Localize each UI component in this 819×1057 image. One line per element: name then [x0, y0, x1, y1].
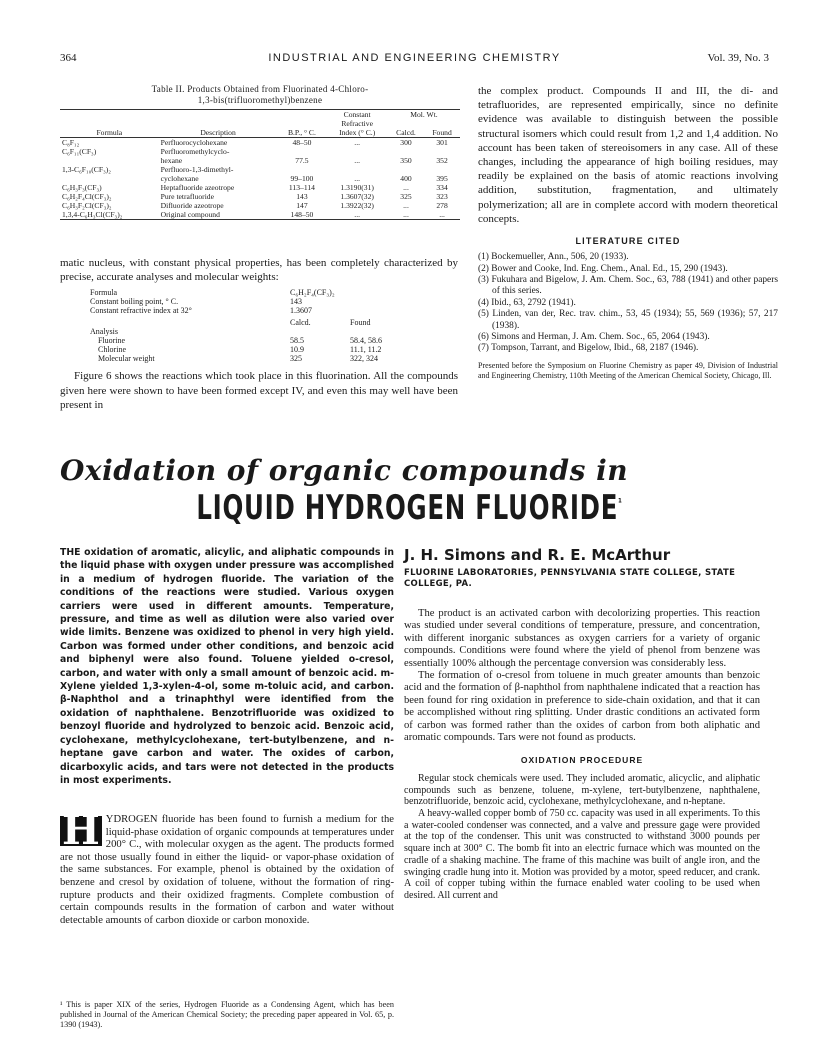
table-cell: C₆H₂F₄Cl(CF₃)₂	[62, 192, 112, 201]
running-header	[60, 52, 769, 68]
table-cell: Heptafluoride azeotrope	[160, 183, 235, 192]
table-cell: Perfluoro-1,3-dimethyl-	[160, 165, 234, 174]
table-row	[60, 147, 460, 156]
table-cell: cyclohexane	[160, 174, 199, 183]
reference-item: (6) Simons and Herman, J. Am. Chem. Soc., 65, 2064 (1943).	[478, 332, 710, 343]
analysis-intro: matic nucleus, with constant physical properties, has been completely characterized by precise, accurate analyses and molecular weights:	[60, 257, 458, 284]
table-cell: 113–114	[288, 183, 315, 192]
table-row	[60, 165, 460, 174]
table-cell: 334	[436, 183, 448, 192]
table-cell: C₆H₃F₃(CF₃)	[62, 183, 102, 192]
table-cell: Original compound	[160, 210, 220, 219]
table-cell: 143	[296, 192, 308, 201]
reference-item: (3) Fukuhara and Bigelow, J. Am. Chem. Soc., 63, 788 (1941) and other papers of this series.	[478, 275, 778, 297]
table-cell: ...	[403, 183, 409, 192]
analysis-grid: Formula C₆H₂F₄(CF₃)₂ Constant boiling point, ° C. 143 Constant refractive index at 32° 1.3607 Calcd. Found Analysis Fluorine 58.5 58.4, 58.6 Chlorine 10.9 11.1, 11.2 Molecular weight 325 322, 324	[90, 288, 382, 364]
body-paragraph: The product is an activated carbon with decolorizing properties. This reaction was studied under several conditions of temperature, pressure, and concentration, with different inorganic substances as oxygen carriers for a variety of organic compounds. Conditions were found where the yield of phenol from benzene was essentially 100% although the percentage conversion was considerably less.	[404, 608, 760, 669]
table-cell: 1.3922(32)	[340, 201, 374, 210]
table-row	[60, 138, 460, 148]
table-cell: 147	[296, 201, 308, 210]
reference-item: (7) Tompson, Tarrant, and Bigelow, Ibid., 68, 2187 (1946).	[478, 343, 699, 354]
reference-item: (4) Ibid., 63, 2792 (1941).	[478, 297, 576, 308]
table-cell: 278	[436, 201, 448, 210]
table-caption: Table II. Products Obtained from Fluorinated 4-Chloro- 1,3-bis(trifluoromethyl)benzene	[151, 84, 369, 105]
reference-item: (1) Bockemueller, Ann., 506, 20 (1933).	[478, 252, 629, 263]
intro-paragraph: YDROGEN fluoride has been found to furnish a medium for the liquid-phase oxidation of organic compounds at temperatures under 200° C., with molecular oxygen as the agent. The products formed are not those usually found in either the liquid- or vapor-phase oxidation of the same substances. For example, phenol is obtained by the oxidation of benzene and cresol by oxidation of toluene, without the formation of ring-rupture products and their oxidized fragments. Complete combustion of certain compounds results in the formation of carbon and water without detectable amounts of carbon dioxide or carbon monoxide.	[60, 814, 394, 926]
table-cell: hexane	[160, 156, 183, 165]
molwt-header: Mol. Wt.	[410, 110, 438, 119]
table-cell: 325	[400, 192, 412, 201]
table-row	[60, 156, 460, 165]
table-cell: 301	[436, 138, 448, 147]
table-ii	[60, 84, 460, 220]
table-cell: 48–50	[292, 138, 312, 147]
article-title: Oxidation of organic compounds in	[60, 454, 629, 487]
table-header-row: Constant Refractive Mol. Wt.	[60, 110, 460, 129]
volume-info: Vol. 39, No. 3	[707, 52, 769, 64]
table-cell: 400	[400, 174, 412, 183]
reference-item: (2) Bower and Cooke, Ind. Eng. Chem., Anal. Ed., 15, 290 (1943).	[478, 263, 728, 274]
table-cell: 99–100	[290, 174, 314, 183]
analysis-paragraph: Figure 6 shows the reactions which took place in this fluorination. All the compounds given here were shown to have been formed except IV, and even this may well have been present in	[60, 370, 458, 411]
footnote: ¹ This is paper XIX of the series, Hydrogen Fluoride as a Condensing Agent, which has been published in Journal of the American Chemical Society; the preceding paper appeared in Vol. 65, p. 1390 (1943).	[60, 1000, 394, 1029]
table-cell	[60, 174, 159, 183]
table-cell: 350	[400, 156, 412, 165]
table-cell: ...	[403, 201, 409, 210]
table-cell	[424, 165, 460, 174]
table-cell	[424, 147, 460, 156]
table-cell: Perfluoromethylcyclo-	[160, 147, 230, 156]
table-row	[60, 192, 460, 201]
reference-item: (5) Linden, van der, Rec. trav. chim., 53, 45 (1934); 55, 569 (1936); 57, 217 (1938).	[478, 309, 778, 331]
article-subtitle: LIQUID HYDROGEN $FLUORIDE^{^1}$	[196, 488, 623, 528]
table-cell	[277, 165, 326, 174]
reference-list	[478, 252, 778, 355]
section-heading: OXIDATION PROCEDURE	[520, 755, 644, 766]
table-cell: ...	[439, 210, 445, 219]
table-cell: C₈F₁₂	[62, 138, 80, 147]
table-cell	[277, 147, 326, 156]
table-cell: 1.3190(31)	[340, 183, 374, 192]
table-cell	[388, 147, 424, 156]
table-cell: 1.3607(32)	[340, 192, 374, 201]
table-row	[60, 201, 460, 210]
table-cell	[60, 156, 159, 165]
body-paragraph: Regular stock chemicals were used. They included aromatic, alicyclic, and aliphatic compounds such as benzene, toluene, m-xylene, tert-butylbenzene, naphthalene, benzotrifluoride, benzoic acid, cyclohexane, methylcyclohexane, and n-heptane.	[404, 772, 760, 808]
body-right-column	[404, 608, 760, 902]
table-row	[60, 174, 460, 183]
table-cell: 1,3-C₆F₁₀(CF₃)₂	[62, 165, 111, 174]
table-cell	[388, 165, 424, 174]
table-cell: ...	[403, 210, 409, 219]
page-number: 364	[60, 52, 77, 64]
table-header-row: Formula Description B.P., ° C. Index (° C.) Calcd. Found	[60, 128, 460, 138]
table-cell: Perfluorocyclohexane	[160, 138, 228, 147]
table-cell: 352	[436, 156, 448, 165]
table-cell: 1,3,4-C₆H₃Cl(CF₃)₂	[62, 210, 123, 219]
table-row	[60, 183, 460, 192]
table-cell: Difluoride azeotrope	[160, 201, 224, 210]
table-row	[60, 210, 460, 220]
table-cell: ...	[354, 174, 360, 183]
discussion-paragraph: the complex product. Compounds II and III, the di- and tetrafluorides, are represented empirically, since no definite evidence was available to distinguish between the possible structural isomers which could result from 1,2 and 1,4 addition. No account has been taken of stereoisomers in any case. All of these changes, including the appearance of high boiling residues, may readily be explained on the basis of atomic reactions involving addition, substitution, fragmentation, and ultimately polymerization; all are in complete accord with modern theoretical concepts.	[478, 85, 778, 225]
table-cell: ...	[354, 210, 360, 219]
authors: J. H. Simons and R. E. McArthur	[404, 546, 671, 564]
presented-note: Presented before the Symposium on Fluorine Chemistry as paper 49, Division of Industrial and Engineering Chemistry, 110th Meeting of the American Chemical Society, Chicago, Ill.	[478, 360, 778, 380]
table-cell	[326, 147, 388, 156]
table-cell: C₆F₁₁(CF₃)	[62, 147, 97, 156]
table-cell: 395	[436, 174, 448, 183]
table-cell: 77.5	[295, 156, 309, 165]
right-column-top	[478, 84, 778, 381]
table-cell: 300	[400, 138, 412, 147]
affiliation: FLUORINE LABORATORIES, PENNSYLVANIA STATE COLLEGE, STATE COLLEGE, PA.	[404, 568, 736, 589]
body-paragraph: The formation of o-cresol from toluene in much greater amounts than benzoic acid and the formation of β-naphthol from naphthalene indicated that a reaction has been found for ring oxidation in preference to side-chain oxidation, and that it can be accomplished without ring splitting. Under drastic conditions an activated form of carbon was formed rather than the oxides of carbon from both aliphatic and aromatic compounds. Tars were not found as products.	[404, 670, 760, 744]
abstract: THE oxidation of aromatic, alicylic, and aliphatic compounds in the liquid phase with oxygen under pressure was accomplished in a medium of hydrogen fluoride. The variation of the conditions of the reactions were studied. Various oxygen carriers were used in different amounts. Temperature, pressure, and time as well as dilution were also varied over wide limits. Benzene was oxidized to phenol in very high yield. Carbon was formed under other conditions, and benzoic acid and biphenyl were also found. Toluene yielded o-cresol, carbon, and water with only a small amount of benzoic acid. m-Xylene yielded 1,3-xylen-4-ol, some m-toluic acid, and carbon. β-Naphthol and a trinaphthyl were identified from the oxidation of naphthalene. Benzotrifluoride was oxidized to benzoyl fluoride and hydrolyzed to benzoic acid. Benzoic acid, cyclohexane, methylcyclohexane, tert-butylbenzene, and n-heptane gave carbon and water. The oxides of carbon, dicarboxylic acids, and tars were not detected in the products in most experiments.	[60, 547, 394, 786]
drop-cap: H	[62, 807, 100, 854]
literature-heading: LITERATURE CITED	[575, 236, 681, 247]
table-cell: C₆H₃F₂Cl(CF₃)₂	[62, 201, 112, 210]
table-cell: ...	[354, 138, 360, 147]
table-cell: 323	[436, 192, 448, 201]
body-paragraph: A heavy-walled copper bomb of 750 cc. capacity was used in all experiments. To this a water-cooled condenser was connected, and a valve and pressure gage were provided at the top of the condenser. This unit was constructed to withstand 3000 pounds per square inch at 300° C. The bomb fit into an electric furnace which was mounted on the cradle of a shaking machine. The frame of this machine was built of angle iron, and the swinging cradle hung into it. Motion was provided by a motor, speed reducer, and crank. A coil of copper tubing within the furnace enabled water cooling to be used when desired. All current and	[404, 807, 760, 901]
table-cell: Pure tetrafluoride	[160, 192, 214, 201]
table-cell: ...	[354, 156, 360, 165]
analysis-section	[60, 256, 458, 412]
data-table	[60, 109, 460, 220]
table-cell: 148–50	[290, 210, 314, 219]
journal-title: INDUSTRIAL AND ENGINEERING CHEMISTRY	[268, 52, 561, 64]
body-left-column	[60, 807, 394, 927]
table-cell	[326, 165, 388, 174]
